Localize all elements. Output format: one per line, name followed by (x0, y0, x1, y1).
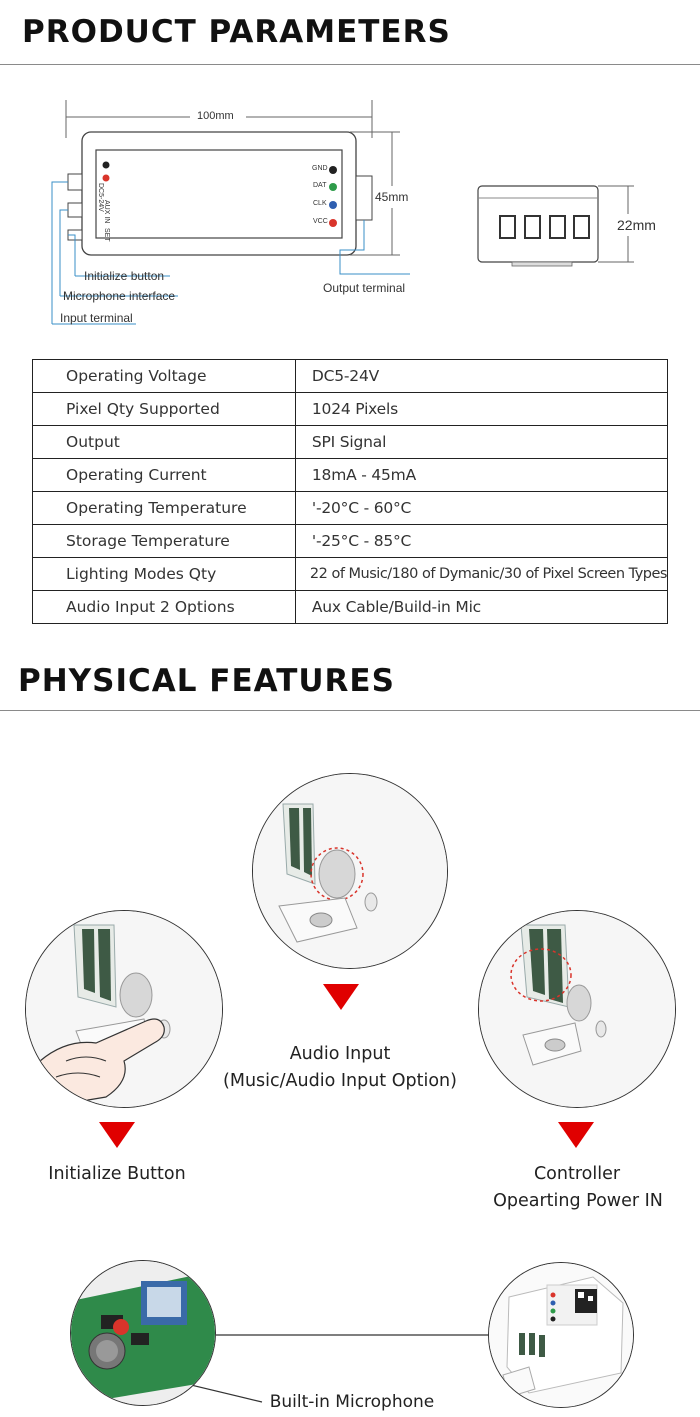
set-label: SET (103, 228, 110, 242)
pin-label-vcc: VCC (313, 218, 328, 225)
table-row (33, 426, 668, 459)
callout-microphone-interface: Microphone interface (63, 289, 176, 303)
initialize-button-photo (25, 910, 223, 1108)
param-key: Operating Voltage (33, 360, 296, 393)
callout-output-terminal: Output terminal (323, 281, 406, 295)
param-key: Output (33, 426, 296, 459)
param-value: SPI Signal (295, 426, 667, 459)
callout-initialize-button: Initialize button (84, 269, 165, 283)
param-value: 22 of Music/180 of Dymanic/30 of Pixel Screen Types (295, 558, 667, 591)
param-value: '-20°C - 60°C (295, 492, 667, 525)
audio-input-label: Audio Input (289, 1044, 391, 1064)
height-dimension-label: 45mm (375, 190, 409, 204)
audio-input-marker (323, 984, 359, 1010)
param-key: Pixel Qty Supported (33, 393, 296, 426)
initialize-button-label: Initialize Button (48, 1164, 186, 1184)
table-row (33, 492, 668, 525)
pin-label-clk: CLK (313, 200, 327, 207)
table-row (33, 459, 668, 492)
parameters-table (32, 359, 668, 624)
param-key: Operating Current (33, 459, 296, 492)
table-row (33, 558, 668, 591)
table-row (33, 360, 668, 393)
microphone-board-photo (70, 1260, 216, 1406)
power-input-photo (478, 910, 676, 1108)
controller-unit-photo (488, 1262, 634, 1408)
depth-dimension-label: 22mm (617, 217, 656, 233)
parameters-title: PRODUCT PARAMETERS (22, 14, 451, 50)
audio-input-photo (252, 773, 448, 969)
param-key: Storage Temperature (33, 525, 296, 558)
callout-input-terminal: Input terminal (60, 311, 133, 325)
param-value: Aux Cable/Build-in Mic (295, 591, 667, 624)
param-key: Operating Temperature (33, 492, 296, 525)
controller-label: Controller (533, 1164, 621, 1184)
param-value: DC5-24V (295, 360, 667, 393)
controller-sublabel: Opearting Power IN (493, 1191, 663, 1211)
table-row (33, 525, 668, 558)
parameters-divider (0, 64, 700, 65)
power-input-marker (558, 1122, 594, 1148)
voltage-side-label: DC5-24V (97, 183, 104, 212)
param-value: 18mA - 45mA (295, 459, 667, 492)
audio-input-sublabel: (Music/Audio Input Option) (223, 1071, 457, 1091)
initialize-button-marker (99, 1122, 135, 1148)
features-divider (0, 710, 700, 711)
param-value: 1024 Pixels (295, 393, 667, 426)
param-key: Lighting Modes Qty (33, 558, 296, 591)
width-dimension-label: 100mm (197, 110, 234, 122)
features-title: PHYSICAL FEATURES (18, 663, 395, 699)
aux-in-label: AUX IN (103, 200, 110, 224)
table-row (33, 393, 668, 426)
param-key: Audio Input 2 Options (33, 591, 296, 624)
pin-label-gnd: GND (312, 165, 328, 172)
pin-label-dat: DAT (313, 182, 327, 189)
param-value: '-25°C - 85°C (295, 525, 667, 558)
table-row (33, 591, 668, 624)
built-in-microphone-label: Built-in Microphone (269, 1392, 435, 1412)
